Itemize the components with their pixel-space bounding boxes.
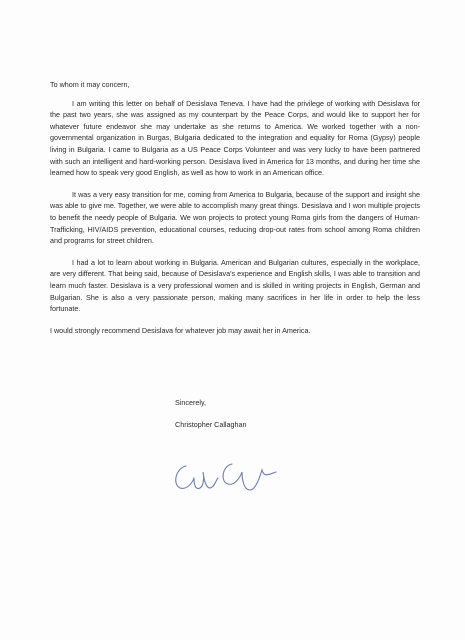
paragraph-1: I am writing this letter on behalf of Desislava Teneva. I have had the privilege of working with Desislava for the past two years, she was assigned as my counterpart by the Peace Corps, and would like to support her for whatever future endeavor she may undertake as she returns to America. We worked together with a non-governmental organization in Burgas, Bulgaria dedicated to the integration and equality for Roma (Gypsy) people living in Bulgaria. I came to Bulgaria as a US Peace Corps Volunteer and was very lucky to have been partnered with such an intelligent and hard-working person. Desislava lived in America for 13 months, and during her time she learned how to speak very good English, as well as how to work in an American office. [50,98,420,178]
signature-stroke-2 [223,464,276,490]
letter-body [50,79,420,346]
paragraph-4: I would strongly recommend Desislava for whatever job may await her in America. [50,325,311,335]
signature-stroke-1 [176,466,218,489]
salutation: To whom it may concern, [50,80,130,89]
signer-name: Christopher Callaghan [175,419,247,429]
signature-icon [170,450,280,498]
paragraph-2: It was a very easy transition for me, coming from America to Bulgaria, because of the support and insight she was able to give me. Together, we were able to accomplish many great things. Desislava and I won multiple projects to benefit the needy people of Bulgaria. We won projects to protect young Roma girls from the dangers of Human-Trafficking, HIV/AIDS prevention, educational courses, reducing drop-out rates from school among Roma children and programs for street children. [50,189,420,246]
closing-block [175,397,247,430]
closing-text: Sincerely, [175,398,207,407]
paragraph-3: I had a lot to learn about working in Bulgaria. American and Bulgarian cultures, especially in the workplace, are very different. That being said, because of Desislava's experience and English skills, I was able to transition and learn much faster. Desislava is a very professional women and is skilled in writing projects in English, German and Bulgarian. She is also a very passionate person, making many sacrifices in her life in order to help the less fortunate. [50,257,420,314]
